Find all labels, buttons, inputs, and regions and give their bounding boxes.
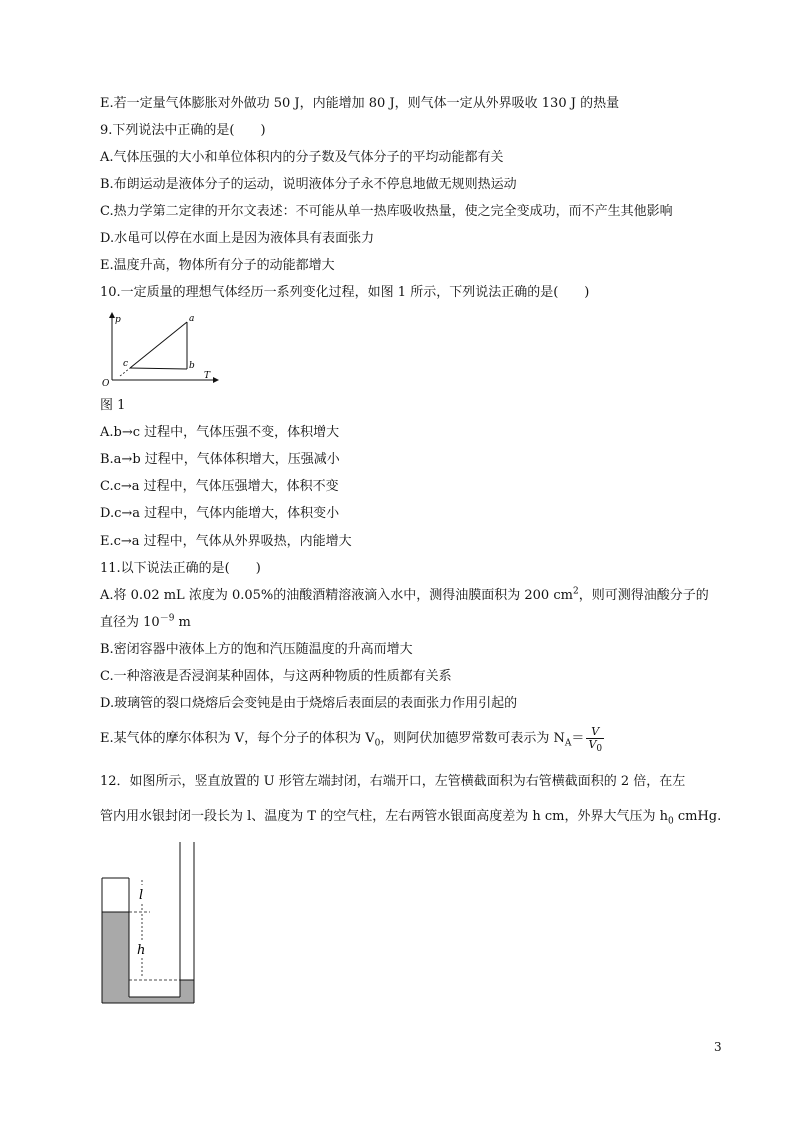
q11-option-a-diameter: 直径为 10 <box>100 615 160 630</box>
q11-option-a-text: A.将 0.02 mL 浓度为 0.05%的油酸酒精溶液滴入水中，测得油膜面积为 200 cm <box>100 588 573 603</box>
q10-stem: 10.一定质量的理想气体经历一系列变化过程，如图 1 所示，下列说法正确的是( ) <box>100 285 590 300</box>
q10-option-b: B.a→b 过程中，气体体积增大，压强减小 <box>100 452 340 467</box>
q11-option-e-sub: 0 <box>374 738 381 749</box>
point-b-label: b <box>189 361 195 371</box>
dashed-extension <box>120 368 130 376</box>
q11-option-b: B.密闭容器中液体上方的饱和汽压随温度的升高而增大 <box>100 642 413 657</box>
point-a-label: a <box>189 314 195 324</box>
q11-option-d: D.玻璃管的裂口烧熔后会变钝是由于烧熔后表面层的表面张力作用引起的 <box>100 696 518 711</box>
q11-option-c: C.一种溶液是否浸润某种固体，与这两种物质的性质都有关系 <box>100 669 452 684</box>
q10-option-d: D.c→a 过程中，气体内能增大，体积变小 <box>100 506 340 521</box>
q12-stem-end: cmHg. <box>673 809 722 824</box>
q9-option-d: D.水黾可以停在水面上是因为液体具有表面张力 <box>100 231 375 246</box>
q11-option-e-equals: ＝ <box>571 731 585 746</box>
left-mercury <box>102 912 129 1003</box>
page-number: 3 <box>714 1040 722 1054</box>
u-tube-diagram <box>98 840 198 1010</box>
q11-option-e <box>100 725 604 755</box>
q11-option-e-sub-a: A <box>564 738 572 749</box>
q11-option-e-mid: ，则阿伏加德罗常数可表示为 N <box>380 731 565 746</box>
q11-option-e-text: E.某气体的摩尔体积为 V，每个分子的体积为 V <box>100 731 375 746</box>
q12-stem-text: 管内用水银封闭一段长为 l、温度为 T 的空气柱，左右两管水银面高度差为 h cm，外界大气压为 h <box>100 809 668 824</box>
q11-option-a-sup: 2 <box>572 586 579 597</box>
q9-option-b: B.布朗运动是液体分子的运动，说明液体分子永不停息地做无规则热运动 <box>100 177 517 192</box>
inner-bottom <box>129 980 180 997</box>
t-axis-label: T <box>204 371 211 381</box>
q9-option-c: C.热力学第二定律的开尔文表述：不可能从单一热库吸收热量，使之完全变成功，而不产生其他影响 <box>100 204 673 219</box>
q11-option-a-text-end: ，则可测得油酸分子的 <box>578 588 709 603</box>
q12-stem-line2 <box>100 808 721 826</box>
q9-option-e: E.温度升高，物体所有分子的动能都增大 <box>100 258 335 273</box>
figure-1-caption: 图 1 <box>100 398 126 413</box>
q10-option-a: A.b→c 过程中，气体压强不变，体积增大 <box>100 425 340 440</box>
q11-option-a-line1 <box>100 587 709 605</box>
q9-stem: 9.下列说法中正确的是( ) <box>100 123 266 138</box>
fraction <box>586 725 604 755</box>
line-c-a <box>130 322 187 368</box>
q12-stem-sub: 0 <box>667 816 674 827</box>
q11-option-a-unit: m <box>174 615 191 630</box>
fraction-denominator: $V_0$ <box>588 738 603 755</box>
q10-option-c: C.c→a 过程中，气体压强增大，体积不变 <box>100 479 339 494</box>
t-axis-arrow <box>213 377 219 383</box>
q10-option-e: E.c→a 过程中，气体从外界吸热，内能增大 <box>100 534 352 549</box>
l-label: l <box>139 888 144 903</box>
line-b-c <box>130 368 187 369</box>
point-c-label: c <box>123 359 129 369</box>
fraction-numerator: V <box>586 726 604 739</box>
q11-option-a-exponent: －9 <box>159 613 175 624</box>
q11-option-a-line2 <box>100 614 191 632</box>
q11-stem: 11.以下说法正确的是( ) <box>100 561 261 576</box>
q9-option-a: A.气体压强的大小和单位体积内的分子数及气体分子的平均动能都有关 <box>100 150 504 165</box>
q12-stem-line1: 12．如图所示，竖直放置的 U 形管左端封闭，右端开口，左管横截面积为右管横截面积的 2 倍，在左 <box>100 774 686 789</box>
origin-label: O <box>102 379 110 389</box>
h-label: h <box>137 943 146 958</box>
q8-option-e: E.若一定量气体膨胀对外做功 50 J，内能增加 80 J，则气体一定从外界吸收 130 J 的热量 <box>100 96 620 111</box>
pt-diagram <box>100 310 225 390</box>
p-axis-label: p <box>115 315 121 325</box>
